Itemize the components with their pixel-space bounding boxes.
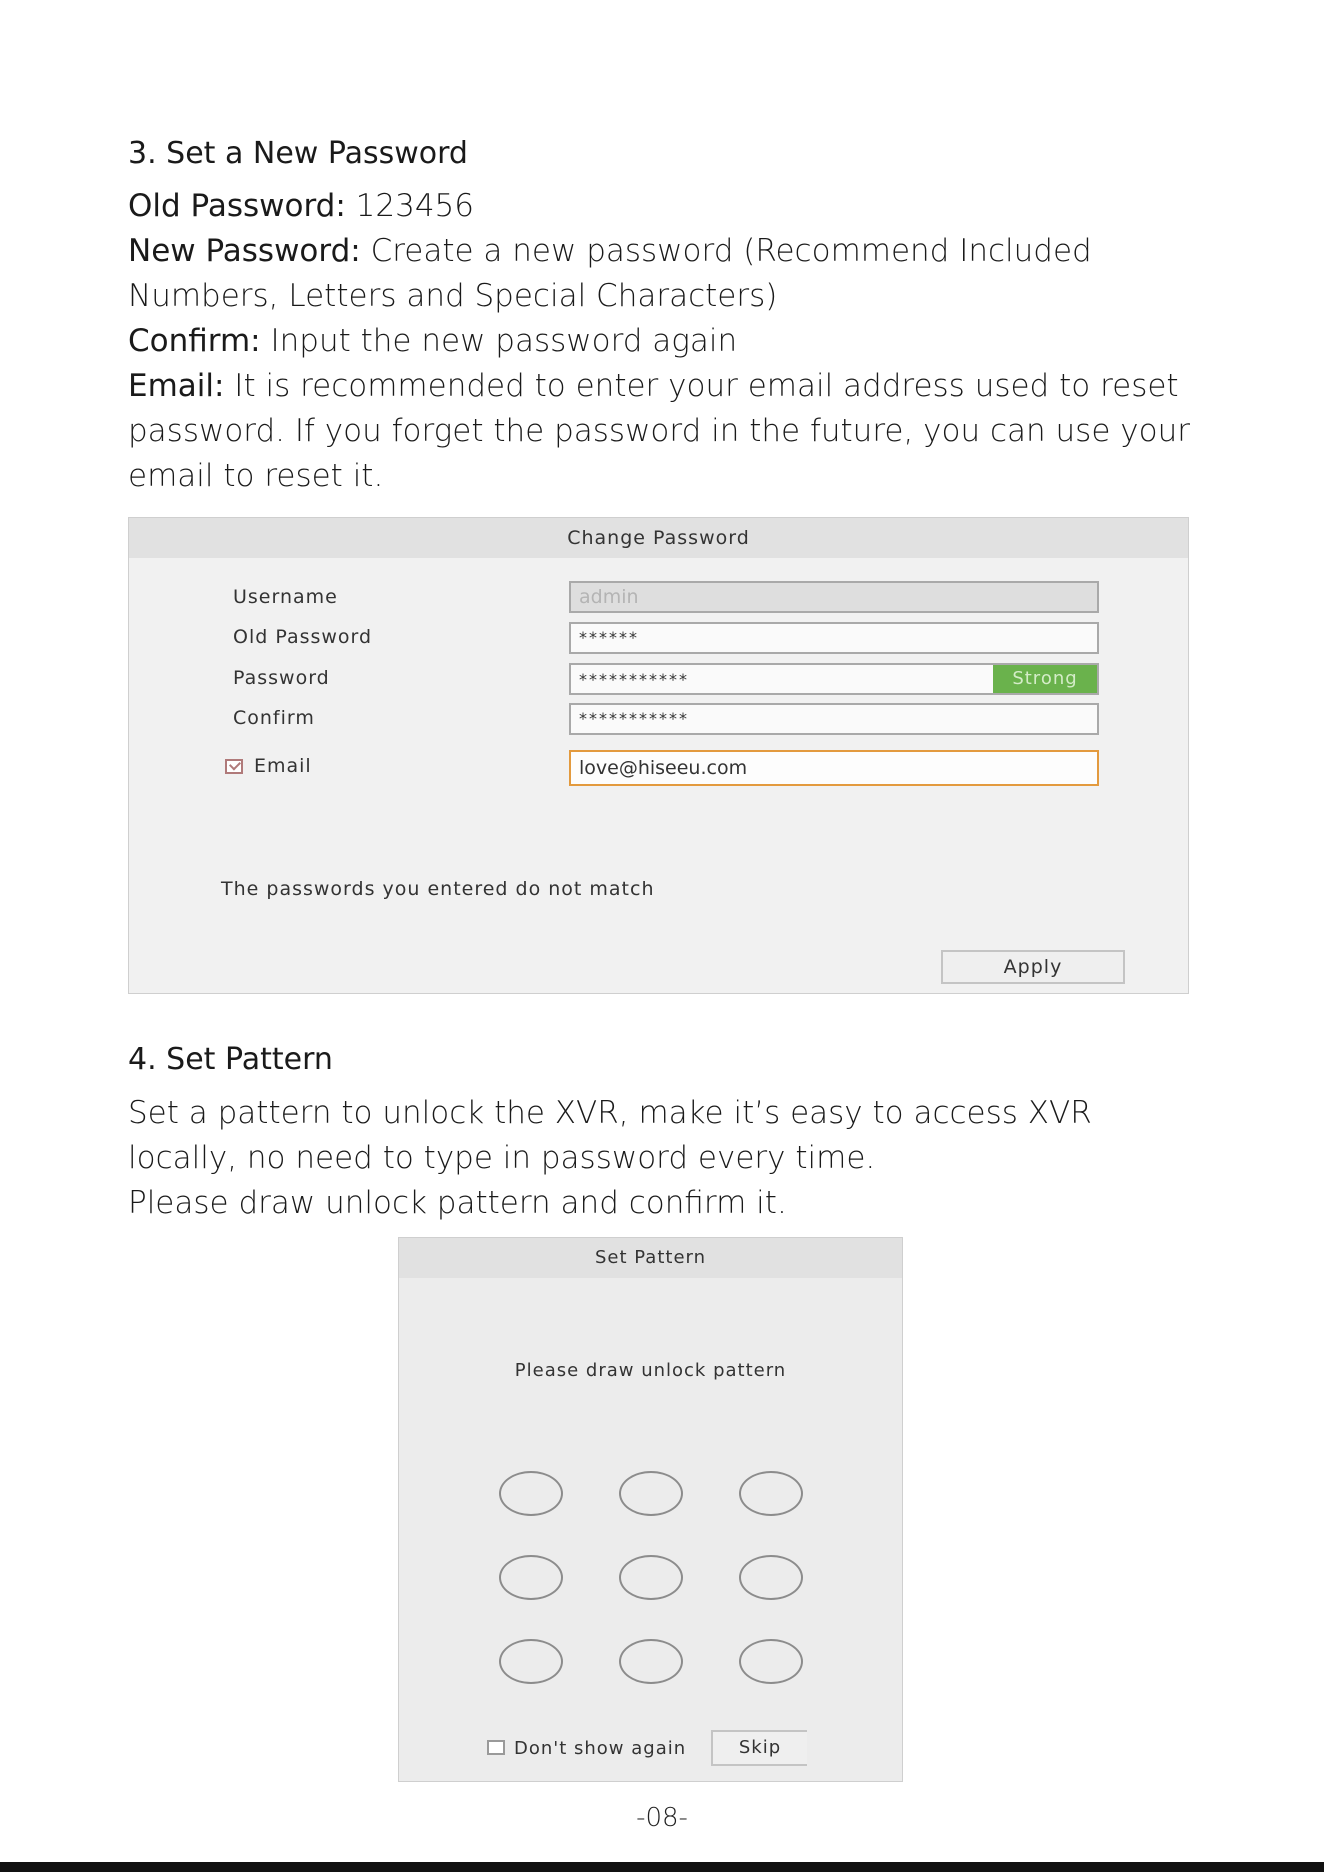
old-password-line	[128, 184, 1208, 229]
pattern-dot[interactable]	[499, 1639, 563, 1684]
password-label: Password	[233, 667, 330, 689]
pattern-dot[interactable]	[619, 1555, 683, 1600]
new-password-line	[128, 229, 1208, 319]
dialog-title: Set Pattern	[399, 1238, 902, 1278]
old-password-label: Old Password	[233, 626, 373, 648]
password-field[interactable]	[569, 663, 1099, 695]
change-password-dialog	[128, 517, 1189, 994]
email-description: It is recommended to enter your email address used to reset password. If you forget the password in the future, you can use your email to reset it.	[128, 368, 1190, 494]
password-value: ***********	[579, 670, 689, 689]
username-label: Username	[233, 586, 338, 608]
section-4-body	[128, 1091, 1208, 1226]
password-strength-badge: Strong	[993, 665, 1097, 693]
confirm-field[interactable]: ***********	[569, 703, 1099, 735]
section-4-heading: 4. Set Pattern	[128, 1042, 333, 1077]
email-field[interactable]: love@hiseeu.com	[569, 750, 1099, 786]
pattern-dot[interactable]	[739, 1555, 803, 1600]
confirm-term: Confirm:	[128, 323, 261, 359]
pattern-instruction: Please draw unlock pattern and confirm it.	[128, 1185, 787, 1221]
new-password-description: Create a new password (Recommend Included Numbers, Letters and Special Characters)	[128, 233, 1092, 314]
pattern-dot[interactable]	[619, 1639, 683, 1684]
email-line	[128, 364, 1208, 499]
old-password-field[interactable]: ******	[569, 622, 1099, 654]
dont-show-again-checkbox[interactable]	[487, 1740, 505, 1755]
apply-button[interactable]: Apply	[941, 950, 1125, 984]
pattern-dot[interactable]	[739, 1471, 803, 1516]
username-field: admin	[569, 581, 1099, 613]
pattern-prompt: Please draw unlock pattern	[514, 1360, 787, 1381]
pattern-dot[interactable]	[499, 1555, 563, 1600]
error-message: The passwords you entered do not match	[221, 878, 655, 900]
old-password-description: 123456	[345, 188, 474, 224]
section-3-heading: 3. Set a New Password	[128, 136, 468, 171]
pattern-dot[interactable]	[619, 1471, 683, 1516]
email-label: Email	[254, 755, 312, 777]
new-password-term: New Password:	[128, 233, 361, 269]
section-3-body	[128, 184, 1208, 499]
confirm-label: Confirm	[233, 707, 315, 729]
confirm-description: Input the new password again	[260, 323, 738, 359]
skip-button[interactable]: Skip	[711, 1730, 807, 1766]
page-bottom-border	[0, 1862, 1324, 1872]
dont-show-again-label: Don't show again	[514, 1738, 687, 1759]
pattern-dot[interactable]	[739, 1639, 803, 1684]
page-number: -08-	[636, 1803, 688, 1833]
email-checkbox[interactable]	[225, 759, 243, 774]
pattern-dot[interactable]	[499, 1471, 563, 1516]
dialog-title: Change Password	[129, 518, 1188, 558]
email-term: Email:	[128, 368, 225, 404]
set-pattern-dialog	[398, 1237, 903, 1782]
pattern-description: Set a pattern to unlock the XVR, make it’s easy to access XVR locally, no need to type in password every time.	[128, 1095, 1092, 1176]
old-password-term: Old Password:	[128, 188, 346, 224]
confirm-line	[128, 319, 1208, 364]
